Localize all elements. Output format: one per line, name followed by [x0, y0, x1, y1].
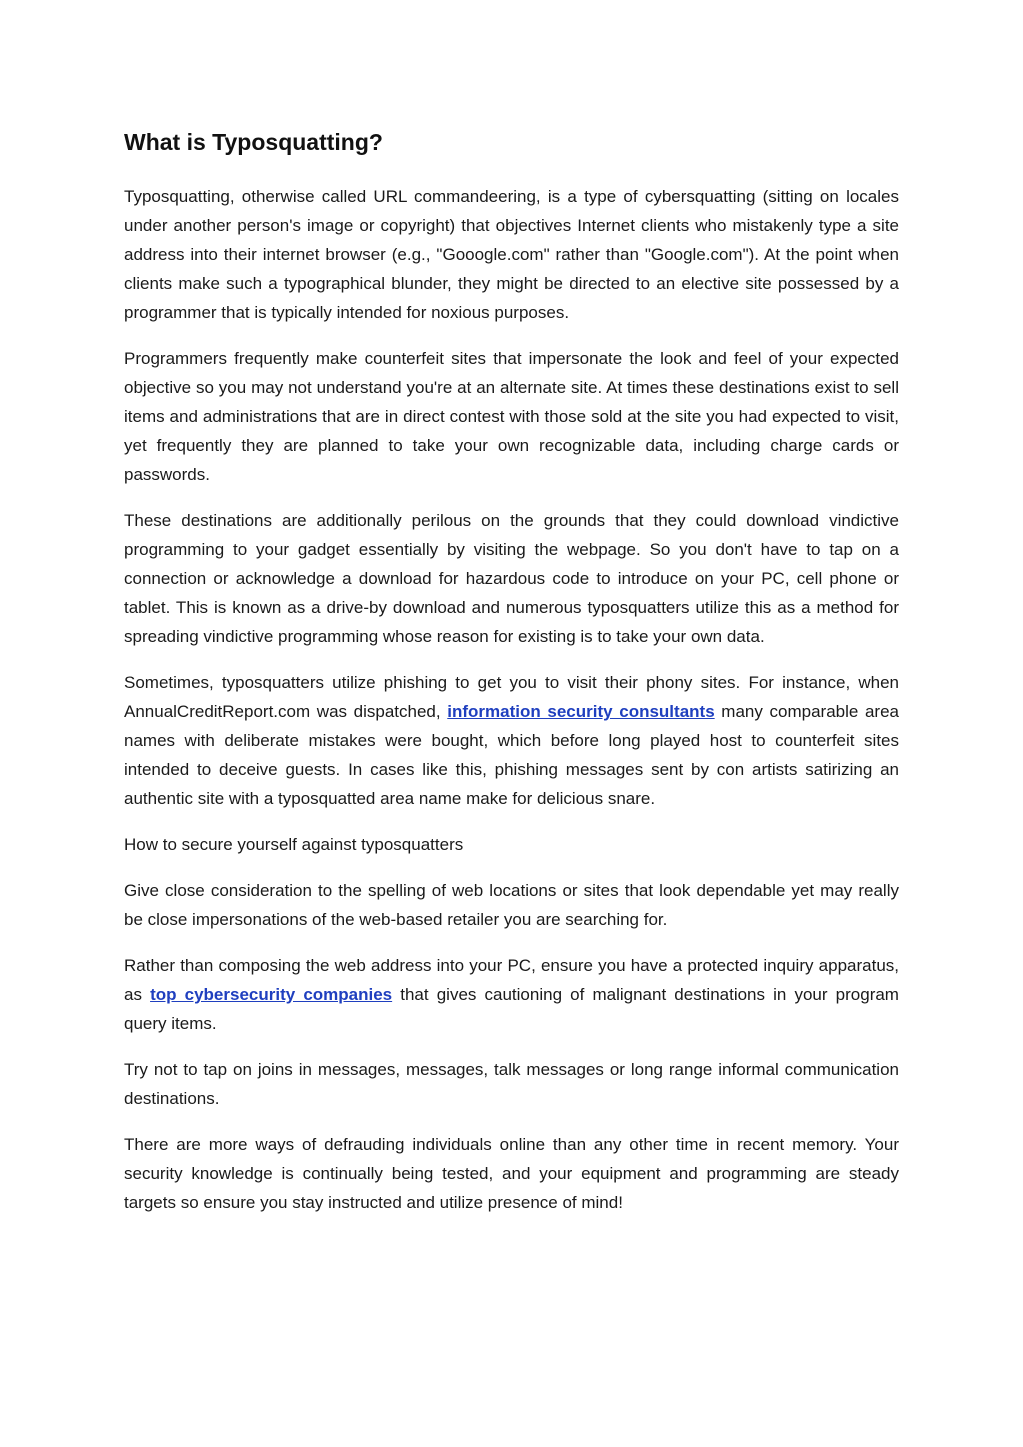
document-page: [124, 126, 899, 1234]
paragraph-phishing: [124, 668, 899, 813]
paragraph-search-tool-tip: [124, 951, 899, 1038]
paragraph-spelling-tip: Give close consideration to the spelling of web locations or sites that look dependable yet may really be close impersonations of the web-based retailer you are searching for.: [124, 881, 899, 929]
link-top-cybersecurity-companies[interactable]: top cybersecurity companies: [150, 985, 393, 1004]
paragraph-search-tool-text-end: that gives cautioning of malignant destinations in your program query items.: [124, 985, 899, 1033]
paragraph-links-tip: Try not to tap on joins in messages, messages, talk messages or long range informal communication destinations.: [124, 1060, 899, 1108]
page-title: What is Typosquatting?: [124, 129, 383, 155]
paragraph-phishing-text-end: many comparable area names with deliberate mistakes were bought, which before long played host to counterfeit sites intended to deceive guests. In cases like this, phishing messages sent by con artists satirizing an authentic site with a typosquatted area name make for delicious snare.: [124, 702, 900, 808]
paragraph-search-tool-text-start: Rather than composing the web address into your PC, ensure you have a protected inquiry apparatus, as: [124, 956, 899, 1004]
paragraph-counterfeit-sites: Programmers frequently make counterfeit sites that impersonate the look and feel of your expected objective so you may not understand you're at an alternate site. At times these destinations exist to sell items and administrations that are in direct contest with those sold at the site you had expected to visit, yet frequently they are planned to take your own recognizable data, including charge cards or passwords.: [124, 349, 899, 484]
paragraph-conclusion: There are more ways of defrauding individuals online than any other time in recent memory. Your security knowledge is continually being tested, and your equipment and programming are steady targets so ensure you stay instructed and utilize presence of mind!: [124, 1135, 899, 1212]
subheading-secure-yourself: How to secure yourself against typosquatters: [124, 835, 464, 854]
paragraph-phishing-text-start: Sometimes, typosquatters utilize phishing to get you to visit their phony sites. For instance, when AnnualCreditReport.com was dispatched,: [124, 673, 899, 721]
paragraph-drive-by-download: These destinations are additionally perilous on the grounds that they could download vindictive programming to your gadget essentially by visiting the webpage. So you don't have to tap on a connection or acknowledge a download for hazardous code to introduce on your PC, cell phone or tablet. This is known as a drive-by download and numerous typosquatters utilize this as a method for spreading vindictive programming whose reason for existing is to take your own data.: [124, 511, 899, 646]
link-information-security-consultants[interactable]: information security consultants: [447, 702, 715, 721]
paragraph-definition: Typosquatting, otherwise called URL commandeering, is a type of cybersquatting (sitting on locales under another person's image or copyright) that objectives Internet clients who mistakenly type a site address into their internet browser (e.g., "Gooogle.com" rather than "Google.com"). At the point when clients make such a typographical blunder, they might be directed to an elective site possessed by a programmer that is typically intended for noxious purposes.: [124, 187, 899, 322]
